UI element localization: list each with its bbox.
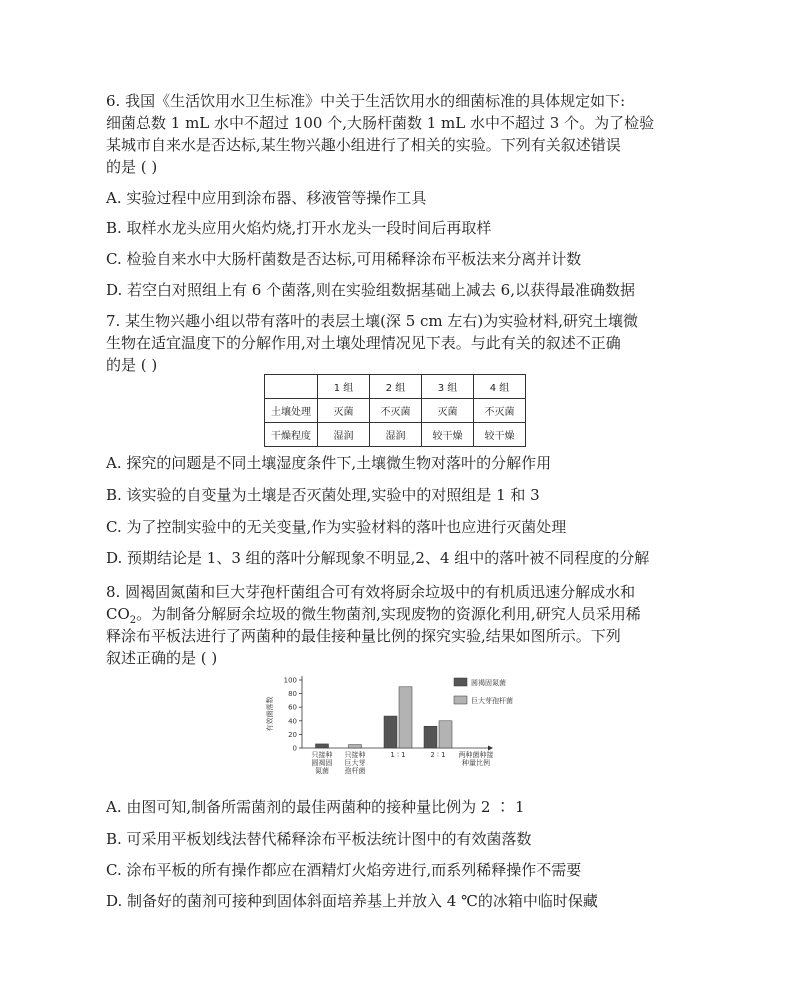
q8-stem-line-3: 释涂布平板法进行了两菌种的最佳接种量比例的探究实验,结果如图所示。下列 (106, 627, 621, 645)
q8-option-c: C. 涂布平板的所有操作都应在酒精灯火焰旁进行,而系列稀释操作不需要 (106, 861, 582, 879)
table-cell: 灭菌 (318, 399, 370, 423)
table-header-cell: 3 组 (422, 375, 474, 399)
legend-swatch (454, 678, 467, 686)
q8-stem-line-4: 叙述正确的是 ( ) (106, 649, 218, 667)
legend-swatch (454, 696, 467, 704)
q8-stem-line-1: 8. 圆褐固氮菌和巨大芽孢杆菌组合可有效将厨余垃圾中的有机质迅速分解成水和 (106, 583, 636, 601)
bar-圆褐固氮菌 (384, 716, 397, 748)
x-tick-label: 孢杆菌 (344, 767, 366, 775)
table-cell: 干燥程度 (265, 423, 318, 447)
bar-圆褐固氮菌 (424, 726, 437, 748)
q6-stem-line-3: 某城市自来水是否达标,某生物兴趣小组进行了相关的实验。下列有关叙述错误 (106, 136, 621, 154)
q7-stem-line-2: 生物在适宜温度下的分解作用,对土壤处理情况见下表。与此有关的叙述不正确 (106, 334, 621, 352)
q7-option-b: B. 该实验的自变量为土壤是否灭菌处理,实验中的对照组是 1 和 3 (106, 486, 540, 504)
table-cell: 湿润 (318, 423, 370, 447)
table-cell: 不灭菌 (474, 399, 526, 423)
bar-巨大芽孢杆菌 (349, 745, 362, 748)
legend-label: 巨大芽孢杆菌 (471, 697, 513, 705)
table-cell: 较干燥 (422, 423, 474, 447)
x-tick-label: 氮菌 (315, 767, 329, 775)
q6-stem-line-1: 6. 我国《生活饮用水卫生标准》中关于生活饮用水的细菌标准的具体规定如下: (106, 92, 626, 110)
x-tick-label: 巨大芽 (344, 759, 366, 767)
co2-subscript: 2 (129, 615, 137, 626)
q7-stem-line-1: 7. 某生物兴趣小组以带有落叶的表层土壤(深 5 cm 左右)为实验材料,研究土壤微 (106, 312, 639, 330)
q6-stem-line-2: 细菌总数 1 mL 水中不超过 100 个,大肠杆菌数 1 mL 水中不超过 3 个。为了检验 (106, 114, 655, 132)
table-header-cell (265, 375, 318, 399)
y-tick-label: 60 (288, 703, 297, 712)
q6-option-b: B. 取样水龙头应用火焰灼烧,打开水龙头一段时间后再取样 (106, 219, 492, 237)
q8-bar-chart (258, 672, 528, 787)
q6-option-a: A. 实验过程中应用到涂布器、移液管等操作工具 (106, 189, 427, 207)
q7-option-a: A. 探究的问题是不同土壤湿度条件下,土壤微生物对落叶的分解作用 (106, 454, 552, 472)
x-tick-label: 只接种 (344, 751, 366, 759)
q8-option-b: B. 可采用平板划线法替代稀释涂布平板法统计图中的有效菌落数 (106, 830, 532, 848)
table-header-cell: 2 组 (370, 375, 422, 399)
q6-option-d: D. 若空白对照组上有 6 个菌落,则在实验组数据基础上减去 6,以获得最准确数据 (106, 281, 635, 299)
co2-text: CO (106, 605, 130, 623)
x-axis-label: 两种菌种接 (458, 751, 494, 759)
table-row (265, 423, 526, 447)
y-axis-label: 有效菌落数 (266, 696, 274, 732)
q7-option-c: C. 为了控制实验中的无关变量,作为实验材料的落叶也应进行灭菌处理 (106, 518, 567, 536)
x-tick-label: 1 ∶ 1 (390, 751, 406, 759)
q6-option-c: C. 检验自来水中大肠杆菌数是否达标,可用稀释涂布平板法来分离并计数 (106, 250, 582, 268)
x-tick-label: 圆褐固 (311, 759, 333, 767)
x-tick-label: 2 ∶ 1 (430, 751, 446, 759)
q8-option-a: A. 由图可知,制备所需菌剂的最佳两菌种的接种量比例为 2 ∶ 1 (106, 798, 525, 816)
y-tick-label: 100 (283, 676, 297, 685)
bar-圆褐固氮菌 (316, 744, 329, 748)
y-tick-label: 40 (288, 717, 297, 726)
q7-stem-line-3: 的是 ( ) (106, 356, 158, 374)
table-cell: 土壤处理 (265, 399, 318, 423)
x-axis-label: 种量比例 (462, 759, 490, 767)
q7-table (264, 374, 526, 447)
table-header-cell: 1 组 (318, 375, 370, 399)
q6-stem-line-4: 的是 ( ) (106, 158, 158, 176)
q8-option-d: D. 制备好的菌剂可接种到固体斜面培养基上并放入 4 ℃的冰箱中临时保藏 (106, 892, 598, 910)
x-axis-arrow-icon (488, 746, 493, 751)
y-tick-label: 80 (288, 690, 297, 699)
table-cell: 湿润 (370, 423, 422, 447)
table-row (265, 399, 526, 423)
q8-stem-line-2-rest: 。为制备分解厨余垃圾的微生物菌剂,实现废物的资源化利用,研究人员采用稀 (136, 605, 641, 623)
table-row (265, 375, 526, 399)
q7-option-d: D. 预期结论是 1、3 组的落叶分解现象不明显,2、4 组中的落叶被不同程度的分解 (106, 549, 650, 567)
table-header-cell: 4 组 (474, 375, 526, 399)
x-tick-label: 只接种 (311, 751, 333, 759)
bar-巨大芽孢杆菌 (399, 687, 412, 748)
table-cell: 灭菌 (422, 399, 474, 423)
table-cell: 较干燥 (474, 423, 526, 447)
bar-巨大芽孢杆菌 (439, 721, 452, 748)
legend-label: 圆褐固氮菌 (471, 679, 506, 687)
y-tick-label: 20 (288, 730, 297, 739)
table-cell: 不灭菌 (370, 399, 422, 423)
y-tick-label: 0 (292, 744, 297, 753)
